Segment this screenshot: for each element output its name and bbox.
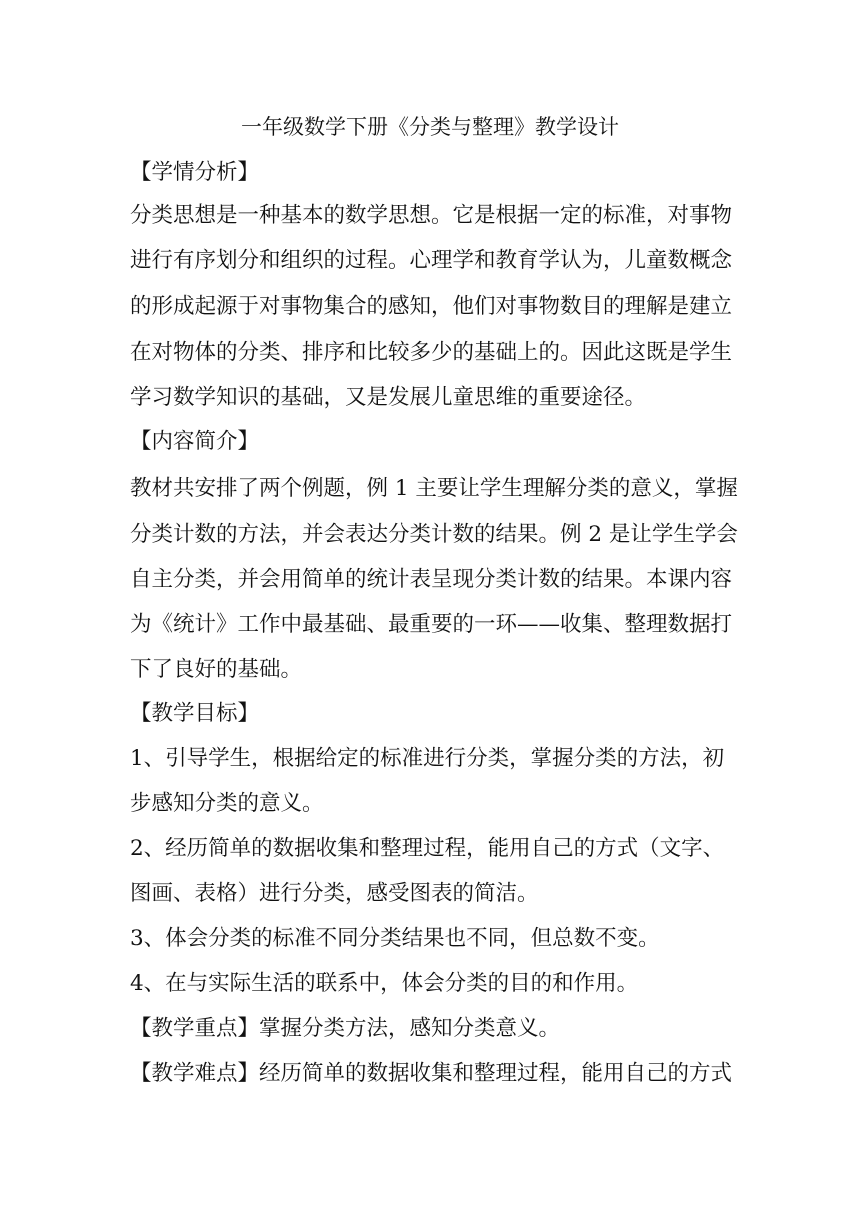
- paragraph-line: 教材共安排了两个例题，例 1 主要让学生理解分类的意义，掌握: [130, 476, 738, 501]
- difficult-point-line: 【教学难点】经历简单的数据收集和整理过程，能用自己的方式: [130, 1061, 733, 1086]
- section-heading-analysis: 【学情分析】: [130, 160, 260, 185]
- key-point-line: 【教学重点】掌握分类方法，感知分类意义。: [130, 1016, 561, 1041]
- goal-line: 4、在与实际生活的联系中，体会分类的目的和作用。: [130, 971, 639, 996]
- paragraph-line: 为《统计》工作中最基础、最重要的一环——收集、整理数据打: [130, 612, 733, 637]
- goal-line: 2、经历简单的数据收集和整理过程，能用自己的方式（文字、: [130, 836, 725, 861]
- goal-line: 1、引导学生，根据给定的标准进行分类，掌握分类的方法，初: [130, 746, 725, 771]
- goal-line: 图画、表格）进行分类，感受图表的简洁。: [130, 881, 539, 906]
- paragraph-line: 的形成起源于对事物集合的感知，他们对事物数目的理解是建立: [130, 294, 733, 319]
- goal-line: 3、体会分类的标准不同分类结果也不同，但总数不变。: [130, 926, 660, 951]
- paragraph-line: 进行有序划分和组织的过程。心理学和教育学认为，儿童数概念: [130, 248, 733, 273]
- document-title: 一年级数学下册《分类与整理》教学设计: [241, 115, 619, 139]
- paragraph-line: 分类思想是一种基本的数学思想。它是根据一定的标准，对事物: [130, 203, 733, 228]
- section-heading-content: 【内容简介】: [130, 429, 260, 454]
- section-heading-goals: 【教学目标】: [130, 701, 260, 726]
- paragraph-line: 分类计数的方法，并会表达分类计数的结果。例 2 是让学生学会: [130, 522, 738, 547]
- paragraph-line: 学习数学知识的基础，又是发展儿童思维的重要途径。: [130, 385, 647, 410]
- paragraph-line: 在对物体的分类、排序和比较多少的基础上的。因此这既是学生: [130, 340, 733, 365]
- paragraph-line: 下了良好的基础。: [130, 657, 303, 682]
- paragraph-line: 自主分类，并会用简单的统计表呈现分类计数的结果。本课内容: [130, 567, 733, 592]
- goal-line: 步感知分类的意义。: [130, 791, 324, 816]
